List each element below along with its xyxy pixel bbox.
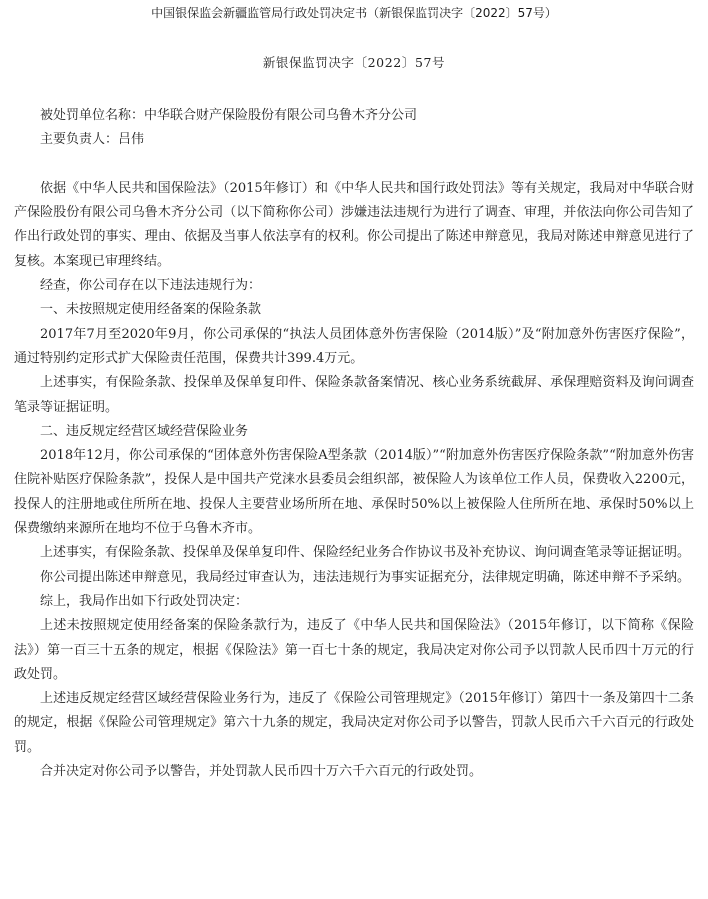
paragraph-decision-2: 上述违反规定经营区域经营保险业务行为，违反了《保险公司管理规定》（2015年修订）第四十一条及第四十二条的规定，根据《保险公司管理规定》第六十九条的规定，我局决定对你公司予以警告，罚款人民币六千六百元的行政处罚。 bbox=[14, 691, 694, 755]
paragraph-decision-combined: 合并决定对你公司予以警告，并处罚款人民币四十万六千六百元的行政处罚。 bbox=[40, 764, 483, 780]
paragraph-violation-1: 2017年7月至2020年9月，你公司承保的“执法人员团体意外伤害保险（2014版）”及“附加意外伤害医疗保险”，通过特别约定形式扩大保险责任范围，保费共计399.4万元。 bbox=[14, 326, 694, 366]
penalized-unit: 被处罚单位名称：中华联合财产保险股份有限公司乌鲁木齐分公司 bbox=[40, 108, 418, 123]
section-heading-1: 一、未按照规定使用经备案的保险条款 bbox=[40, 302, 262, 318]
paragraph-decision-intro: 综上，我局作出如下行政处罚决定： bbox=[40, 593, 249, 609]
paragraph-violation-2: 2018年12月，你公司承保的“团体意外伤害保险A型条款（2014版）”“附加意外伤害医疗保险条款”“附加意外伤害住院补贴医疗保险条款”，投保人是中国共产党涞水县委员会组织部，被保险人为该单位工作人员，保费收入2200元，投保人的注册地或住所所在地、投保人主要营业场所所在地、承保时50%以上被保险人住所所在地、承保时50%以上保费缴纳来源所在地均不位于乌鲁木齐市。 bbox=[14, 448, 694, 537]
principal-person: 主要负责人：吕伟 bbox=[40, 132, 145, 148]
section-heading-2: 二、违反规定经营区域经营保险业务 bbox=[40, 423, 249, 439]
spacer bbox=[14, 153, 694, 177]
paragraph-evidence-2: 上述事实，有保险条款、投保单及保单复印件、保险经纪业务合作协议书及补充协议、询问调查笔录等证据证明。 bbox=[40, 545, 691, 561]
paragraph-findings-intro: 经查，你公司存在以下违法违规行为： bbox=[40, 278, 262, 294]
document-body bbox=[14, 104, 694, 784]
paragraph-review: 你公司提出陈述申辩意见，我局经过审查认为，违法违规行为事实证据充分，法律规定明确，陈述申辩不予采纳。 bbox=[40, 569, 691, 585]
paragraph-evidence-1: 上述事实，有保险条款、投保单及保单复印件、保险条款备案情况、核心业务系统截屏、承保理赔资料及询问调查笔录等证据证明。 bbox=[14, 375, 694, 415]
document-number: 新银保监罚决字〔2022〕57号 bbox=[262, 55, 446, 70]
paragraph-basis: 依据《中华人民共和国保险法》（2015年修订）和《中华人民共和国行政处罚法》等有关规定，我局对中华联合财产保险股份有限公司乌鲁木齐分公司（以下简称你公司）涉嫌违法违规行为进行了调查、审理，并依法向你公司告知了作出行政处罚的事实、理由、依据及当事人依法享有的权利。你公司提出了陈述申辩意见，我局对陈述申辩意见进行了复核。本案现已审理终结。 bbox=[14, 180, 694, 269]
document-title: 中国银保监会新疆监管局行政处罚决定书（新银保监罚决字〔2022〕57号） bbox=[151, 6, 557, 20]
paragraph-decision-1: 上述未按照规定使用经备案的保险条款行为，违反了《中华人民共和国保险法》（2015年修订，以下简称《保险法》）第一百三十五条的规定，根据《保险法》第一百七十条的规定，我局决定对你公司予以罚款人民币四十万元的行政处罚。 bbox=[14, 618, 694, 682]
